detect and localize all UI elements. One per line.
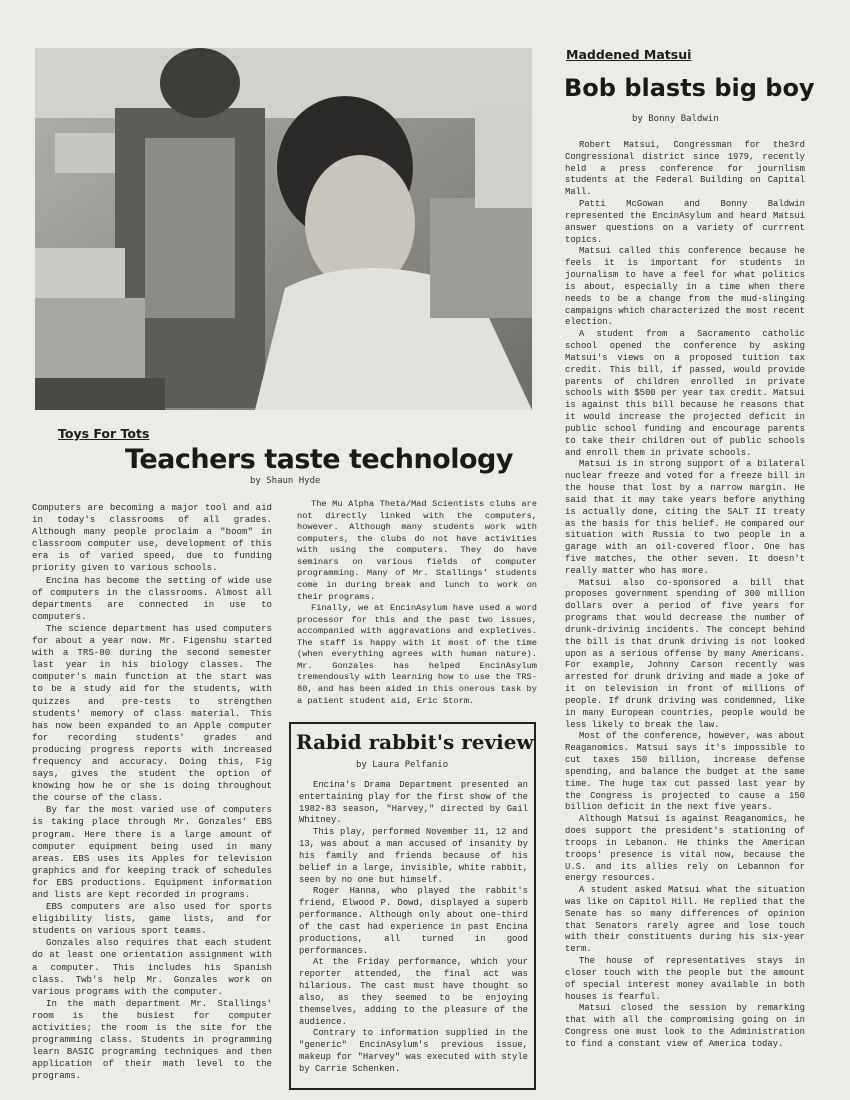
paragraph: Encina has become the setting of wide use of computers in the classrooms. Almost all departments are connected in use to computers. — [32, 574, 272, 622]
paragraph: Most of the conference, however, was about Reaganomics. Matsui says it's impossible to cut taxes 150 billion, increase defense spending, and balance the budget at the same time. The huge tax cut passed last year by the Congress is projected to cause a 150 billion deficit in the next five years. — [565, 731, 805, 813]
paragraph: The Mu Alpha Theta/Mad Scientists clubs are not directly linked with the computers, however. Although many students work with computers, the clubs do not have activities with using the computers. They do have seminars on various fields of computer programming. Many of Mr. Stallings' students come in during break and lunch to work on their programs. — [297, 499, 537, 602]
left-story-byline: by Shaun Hyde — [250, 476, 321, 486]
left-story-headline: Teachers taste technology — [125, 444, 513, 475]
paragraph: Matsui called this conference because he feels it is important for students in journalism to have a feel for what politics is about, especially in a time when there needs to be a change from the mud-slinging campaigns which characterized the most recent election. — [565, 246, 805, 328]
paragraph: Encina's Drama Department presented an entertaining play for the first show of the 1982-83 season, "Harvey," directed by Gail Whitney. — [299, 780, 529, 826]
paragraph: Roger Hanna, who played the rabbit's friend, Elwood P. Dowd, displayed a superb performance. Although only about one-third of the cast had experience in past Encina productions, all turned in good performances. — [299, 886, 528, 956]
paragraph: Computers are becoming a major tool and aid in today's classrooms of all grades. Although many people proclaim a "boom" in classroom computer use, development of this era is of varied speed, due to funding priority given to various schools. — [32, 502, 272, 574]
left-story-column-2 — [297, 499, 537, 707]
paragraph: Matsui is in strong support of a bilateral nuclear freeze and voted for a freeze bill in the house that lost by a narrow margin. He said that it may take years before anything is actually done, citing the SALT II treaty as the basis for this belief. He compared our situation with Russia to two people in a garage with an oil-covered floor. One has five matches, the other seven. It doesn't really matter who has more. — [565, 459, 805, 576]
rabbit-review-byline: by Laura Pelfanio — [356, 760, 449, 770]
paragraph: The science department has used computers for about a year now. Mr. Figenshu started with a TRS-80 during the second semester last year in his biology classes. The computer's main function at the start was to be a study aid for the students, with quizzes and pre-tests to strengthen students' memory of class material. This has now been expanded to an Apple computer for recording students' grades and producing progress reports with increased frequency and accuracy. Doing this, Fig says, gives the student the option of knowing how he or she is doing throughout the course of the class. — [32, 622, 272, 804]
left-story-column-1 — [32, 502, 272, 1083]
paragraph: This play, performed November 11, 12 and 13, was about a man accused of insanity by his family and friends because of his belief in a large, invisible, white rabbit, seen by no one but himself. — [299, 827, 529, 885]
paragraph: Patti McGowan and Bonny Baldwin represented the EncinAsylum and heard Matsui answer questions on a variety of currrent topics. — [565, 199, 805, 245]
paragraph: Matsui closed the session by remarking that with all the compromising going on in Congress one must look to the Administration to find a constant view of America today. — [565, 1003, 805, 1049]
right-story-kicker: Maddened Matsui — [566, 47, 692, 62]
paragraph: Gonzales also requires that each student do at least one orientation assignment with a computer. This includes his Spanish class. Twb's help Mr. Gonzales work on various programs with the computer. — [32, 937, 272, 997]
classroom-photo — [35, 48, 532, 410]
photo-icon — [35, 48, 532, 410]
paragraph: Although Matsui is against Reaganomics, he does support the president's stationing of troops in Lebanon. He thinks the American troops' presence is vital now, because the U.S. and its allies rely on Lebannon for energy resources. — [565, 814, 805, 884]
paragraph: Matsui also co-sponsored a bill that proposes government spending of 300 million dollars over a period of five years for programs that would decrease the number of drunk-drivinig incidents. The concept behind the bill is that drunk driving is not looked upon as a serious offense by many Americans. For example, Johnny Carson recently was arrested for drunk driving and made a joke of it on television in front of millions of people. If drunk driving was condemned, like in many European countries, people would be less likely to break the law. — [565, 577, 805, 730]
rabbit-review-headline: Rabid rabbit's review — [296, 730, 534, 754]
paragraph: In the math department Mr. Stallings' room is the busiest for computer activities; the room is the site for the programming class. Students in programming learn BASIC programing techniques and then application of their math level to the programs. — [32, 997, 272, 1082]
paragraph: At the Friday performance, which your reporter attended, the final act was hilarious. The cast must have thought so also, as they seemed to be enjoying themselves, adding to the pleasure of the audience. — [299, 957, 528, 1027]
right-story-byline: by Bonny Baldwin — [632, 114, 719, 124]
paragraph: By far the most varied use of computers is taking place through Mr. Gonzales' EBS program. Here there is a large amount of computer equipment being used in many areas. EBS uses its Apples for television graphics and for keeping track of schedules for EBS productions. Equipment information and lists are kept recorded in programs. — [32, 804, 272, 900]
paragraph: A student asked Matsui what the situation was like on Capitol Hill. He replied that the Senate has so many differences of opinion that Senators rarely agree and lose touch with their constituents during his six-year term. — [565, 885, 805, 955]
rabbit-review-body — [299, 780, 528, 1076]
paragraph: Finally, we at EncinAsylum have used a word processor for this and the past two issues, accompanied with aggravations and expletives. The staff is happy with it most of the time (when everything agrees with human nature). Mr. Gonzales has helped EncinAsylum tremendously with learning how to use the TRS-80, and has been aided in this onerous task by a patient student aid, Eric Storm. — [297, 603, 537, 706]
paragraph: Robert Matsui, Congressman for the3rd Congressional district since 1979, recently held a press conference for journlism students at the Federal Building on Capital Mall. — [565, 140, 805, 198]
paragraph: Contrary to information supplied in the "generic" EncinAsylum's previous issue, makeup for "Harvey" was executed with style by Carrie Schenken. — [299, 1028, 529, 1074]
paragraph: EBS computers are also used for sports eligibility lists, game lists, and for students on various sport teams. — [32, 901, 272, 937]
right-story-column — [565, 140, 805, 1051]
rabbit-review-box — [289, 722, 536, 1090]
paragraph: A student from a Sacramento catholic school opened the conference by asking Matsui's views on a proposed tuition tax credit. This bill, if passed, would provide parents of children enrolled in private schools with $500 per year tax credit. Matsui is against this bill because he reasons that it would increase the projected deficit in public school funding and encourage parents to take their children out of public schools and enroll them in private schools. — [565, 329, 805, 458]
right-story-headline: Bob blasts big boy — [564, 74, 815, 102]
left-story-kicker: Toys For Tots — [58, 426, 150, 441]
paragraph: The house of representatives stays in closer touch with the people but the amount of special interest money available in both houses is fearful. — [565, 956, 805, 1002]
